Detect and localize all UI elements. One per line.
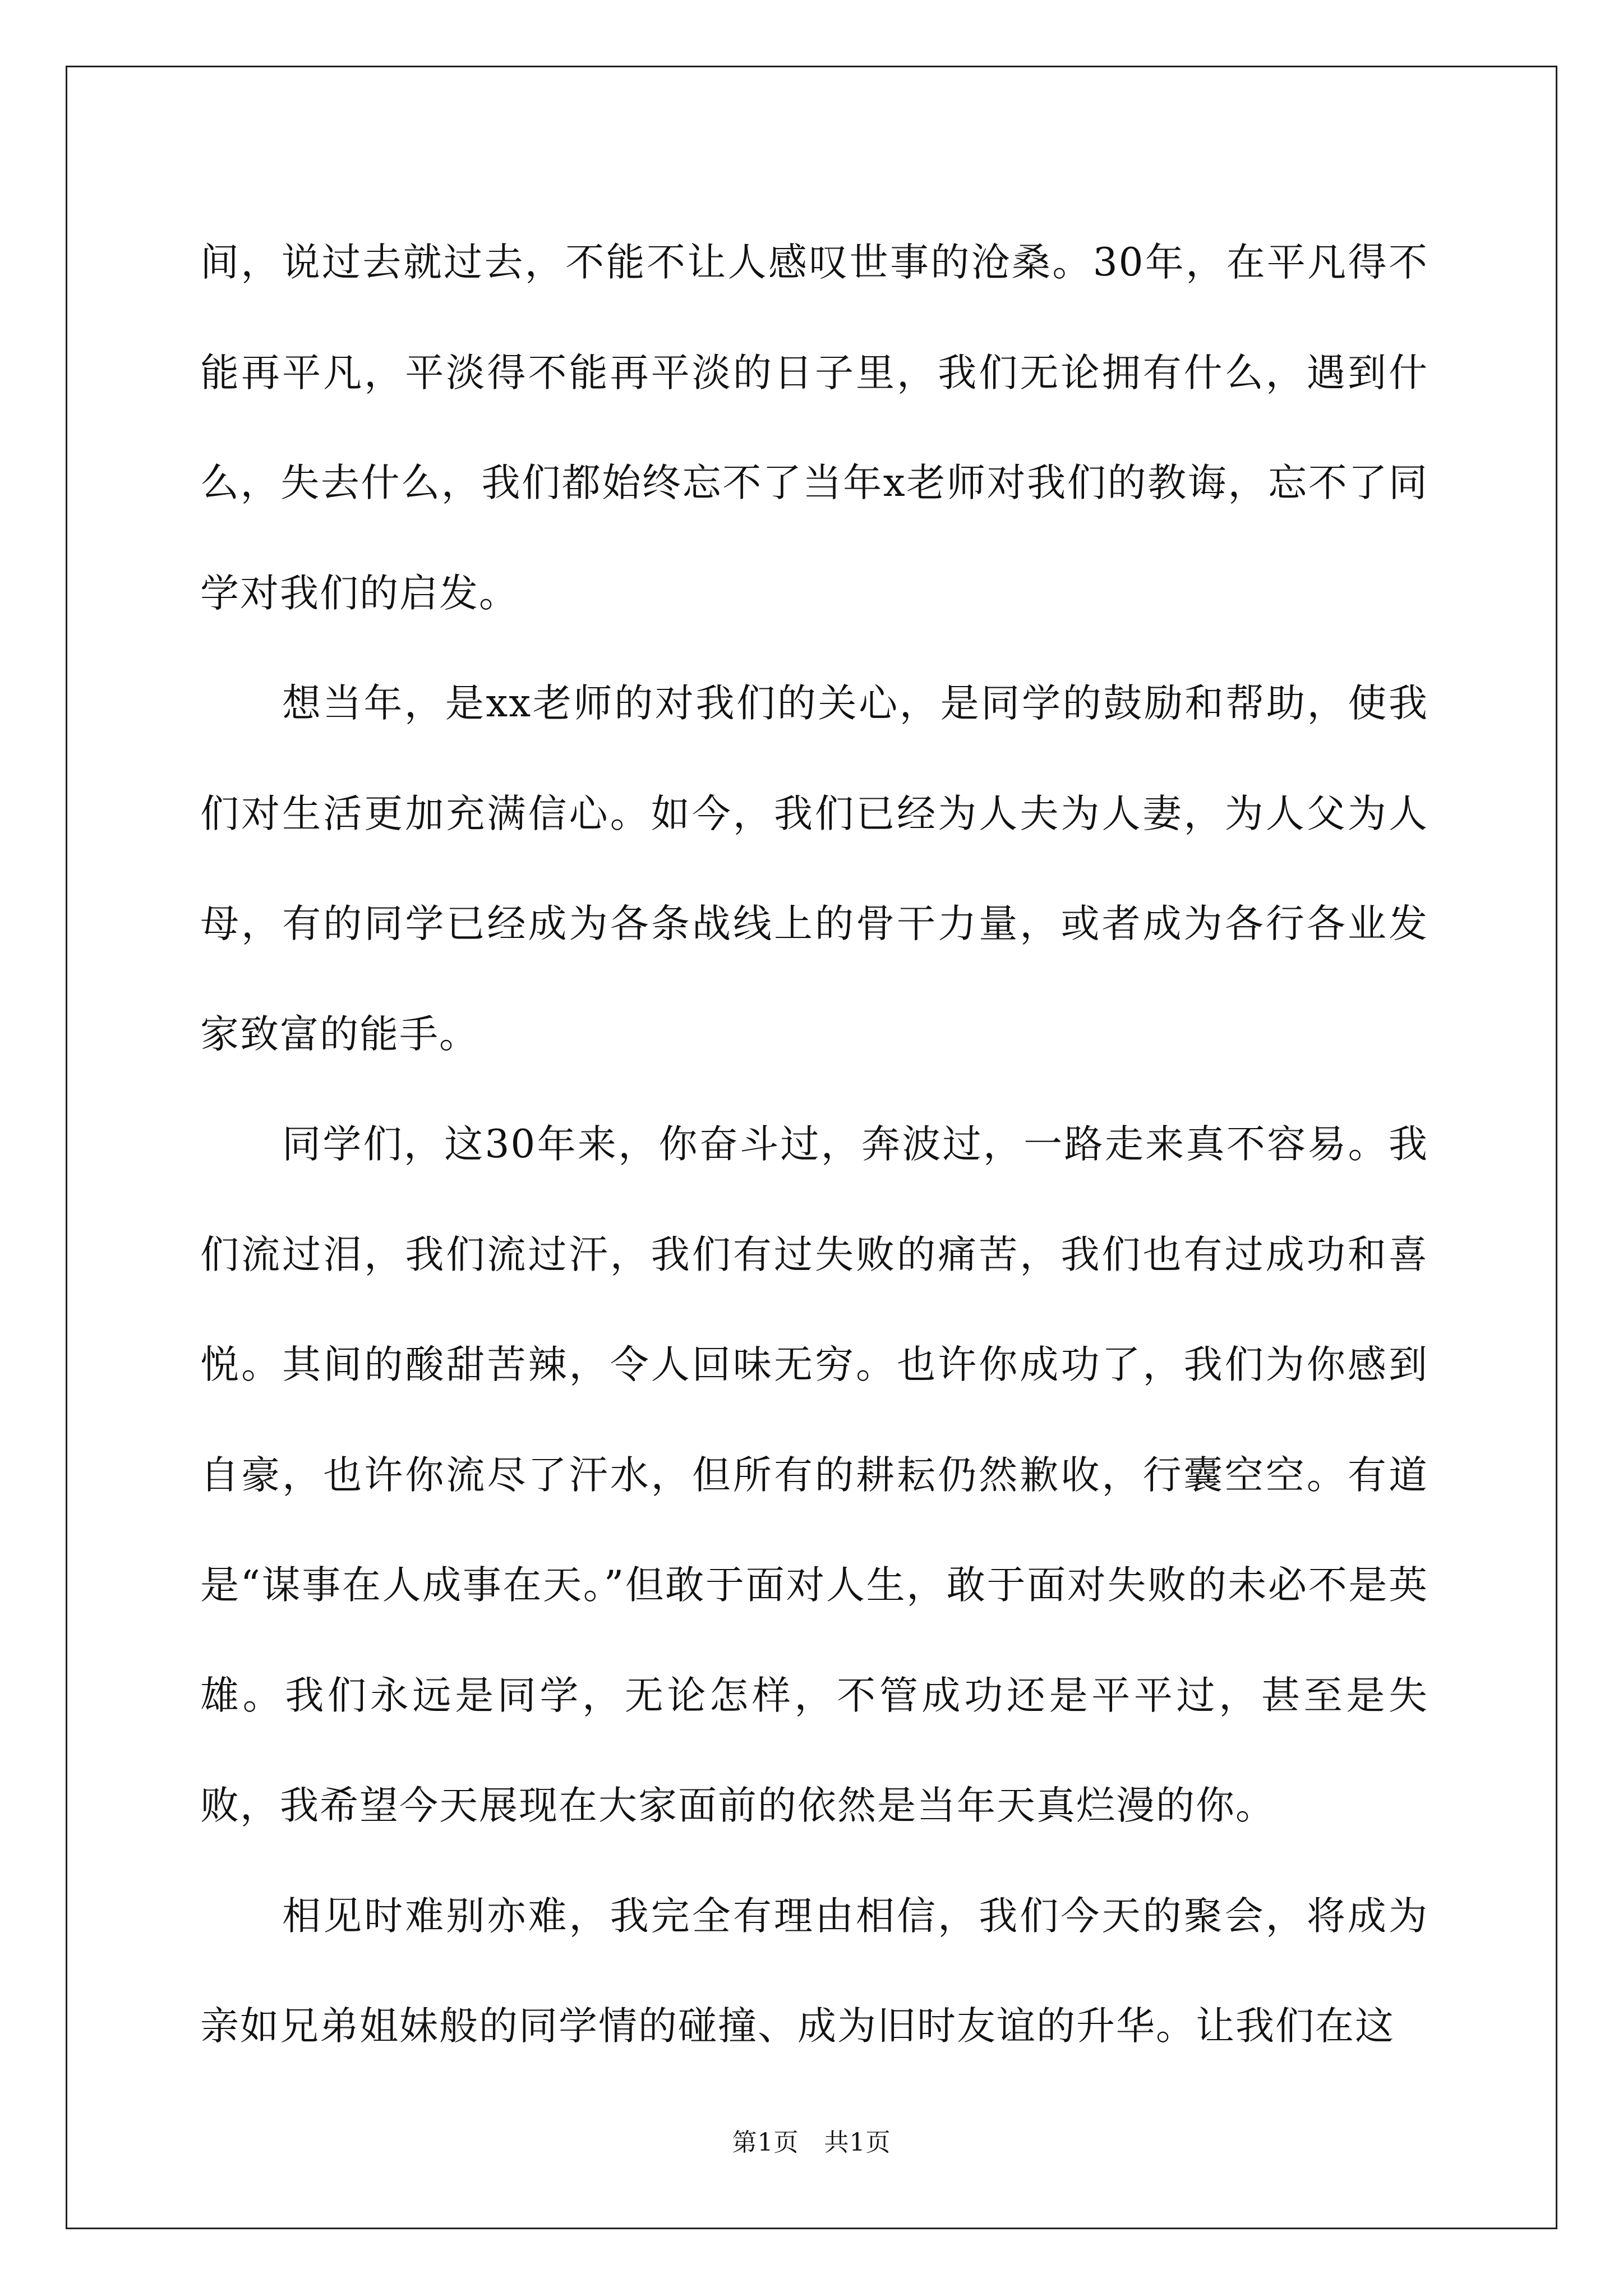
page-number-footer: 第1页 共1页	[732, 2128, 891, 2157]
paragraph-1: 间，说过去就过去，不能不让人感叹世事的沧桑。30年，在平凡得不能再平凡，平淡得不能再平淡的日子里，我们无论拥有什么，遇到什么，失去什么，我们都始终忘不了当年x老师对我们的教诲，忘不了同学对我们的启发。	[200, 240, 1428, 616]
document-body	[200, 208, 1428, 2082]
paragraph-2: 想当年，是xx老师的对我们的关心，是同学的鼓励和帮助，使我们对生活更加充满信心。如今，我们已经为人夫为人妻，为人父为人母，有的同学已经成为各条战线上的骨干力量，或者成为各行各业发家致富的能手。	[200, 681, 1428, 1057]
paragraph-4: 相见时难别亦难，我完全有理由相信，我们今天的聚会，将成为亲如兄弟姐妹般的同学情的碰撞、成为旧时友谊的升华。让我们在这	[200, 1893, 1428, 2049]
paragraph-3: 同学们，这30年来，你奋斗过，奔波过，一路走来真不容易。我们流过泪，我们流过汗，我们有过失败的痛苦，我们也有过成功和喜悦。其间的酸甜苦辣，令人回味无穷。也许你成功了，我们为你感到自豪，也许你流尽了汗水，但所有的耕耘仍然歉收，行囊空空。有道是“谋事在人成事在天。”但敢于面对人生，敢于面对失败的未必不是英雄。我们永远是同学，无论怎样，不管成功还是平平过，甚至是失败，我希望今天展现在大家面前的依然是当年天真烂漫的你。	[200, 1122, 1428, 1828]
